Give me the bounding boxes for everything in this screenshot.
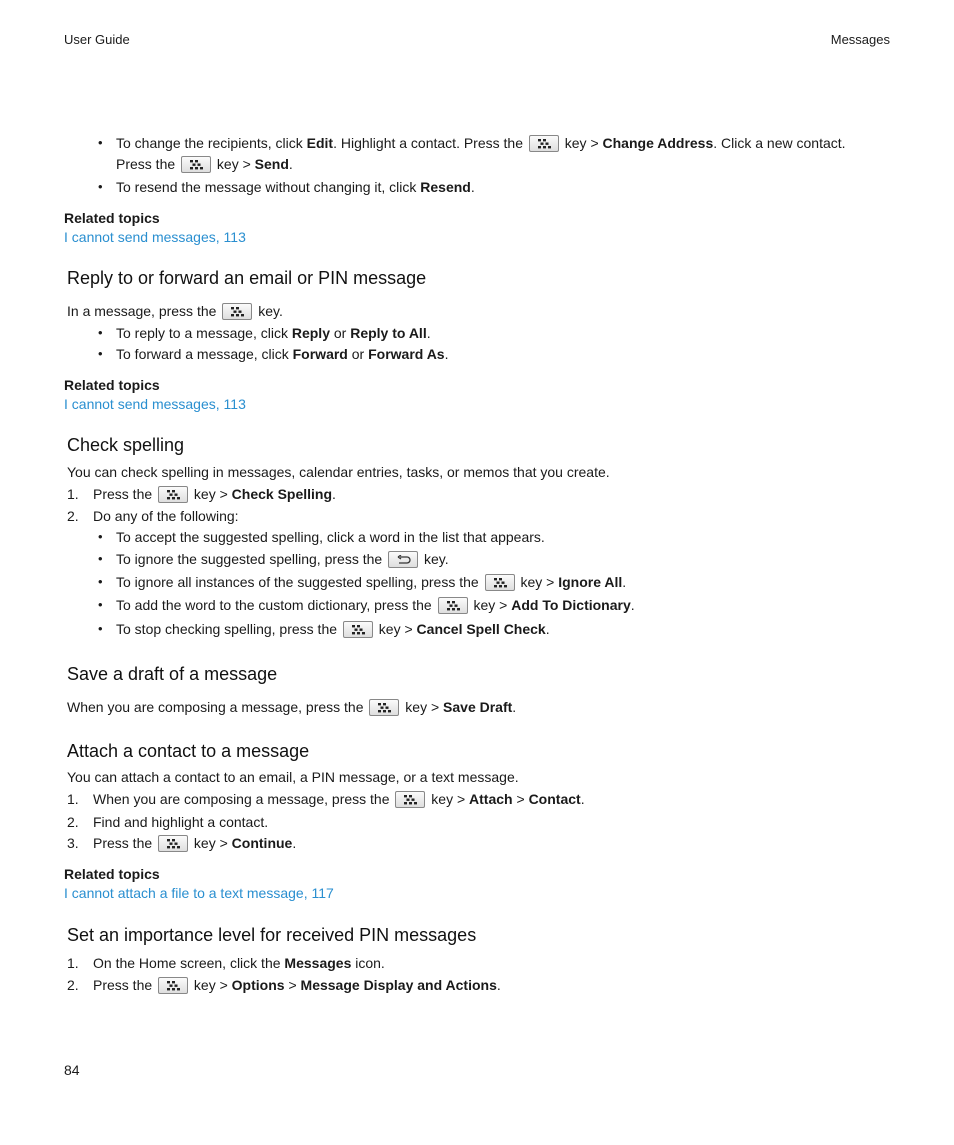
bullet-dot: • bbox=[98, 551, 103, 566]
menu-key-icon bbox=[485, 574, 515, 591]
header-guide-title: User Guide bbox=[64, 32, 130, 47]
menu-key-icon bbox=[438, 597, 468, 614]
bullet-forward: • To forward a message, click Forward or Forward As. bbox=[98, 346, 449, 362]
section-title-importance: Set an importance level for received PIN messages bbox=[67, 925, 477, 945]
spell-intro: You can check spelling in messages, calendar entries, tasks, or memos that you create. bbox=[67, 464, 610, 480]
importance-step-1: 1. On the Home screen, click the Messages icon. bbox=[67, 955, 385, 971]
escape-key-icon bbox=[388, 551, 418, 568]
menu-key-icon bbox=[158, 486, 188, 503]
bullet-dot: • bbox=[98, 346, 103, 361]
bullet-dot: • bbox=[98, 574, 103, 589]
menu-key-icon bbox=[158, 977, 188, 994]
related-link-send-messages[interactable]: I cannot send messages, 113 bbox=[64, 229, 246, 245]
bullet-change-recipients: • To change the recipients, click Edit. Highlight a contact. Press the key > Change Address. Click a new contact. bbox=[98, 135, 846, 151]
section-title-save-draft: Save a draft of a message bbox=[67, 664, 278, 684]
bullet-dot: • bbox=[98, 529, 103, 544]
bullet-accept-spelling: • To accept the suggested spelling, click a word in the list that appears. bbox=[98, 529, 545, 545]
bullet-dot: • bbox=[98, 325, 103, 340]
attach-step-3: 3. Press the key > Continue. bbox=[67, 835, 297, 851]
bullet-ignore-spelling: • To ignore the suggested spelling, press the key. bbox=[98, 551, 449, 567]
attach-step-1: 1. When you are composing a message, press the key > Attach > Contact. bbox=[67, 791, 585, 807]
menu-key-icon bbox=[529, 135, 559, 152]
menu-key-icon bbox=[343, 621, 373, 638]
attach-intro: You can attach a contact to an email, a PIN message, or a text message. bbox=[67, 769, 519, 785]
section-title-attach-contact: Attach a contact to a message bbox=[67, 741, 310, 761]
bullet-ignore-all: • To ignore all instances of the suggested spelling, press the key > Ignore All. bbox=[98, 574, 627, 590]
related-link-attach-file[interactable]: I cannot attach a file to a text message, 117 bbox=[64, 885, 334, 901]
page-number: 84 bbox=[64, 1062, 80, 1078]
spell-step-2: 2. Do any of the following: bbox=[67, 508, 239, 524]
related-topics-heading: Related topics bbox=[64, 210, 160, 226]
menu-key-icon bbox=[222, 303, 252, 320]
bullet-add-dictionary: • To add the word to the custom dictionary, press the key > Add To Dictionary. bbox=[98, 597, 635, 613]
related-topics-heading: Related topics bbox=[64, 377, 160, 393]
bullet-dot: • bbox=[98, 597, 103, 612]
bullet-resend: • To resend the message without changing it, click Resend. bbox=[98, 179, 475, 195]
section-title-check-spelling: Check spelling bbox=[67, 435, 185, 455]
bullet-dot: • bbox=[98, 135, 103, 150]
menu-key-icon bbox=[369, 699, 399, 716]
attach-step-2: 2. Find and highlight a contact. bbox=[67, 814, 269, 830]
related-link-send-messages[interactable]: I cannot send messages, 113 bbox=[64, 396, 246, 412]
spell-step-1: 1. Press the key > Check Spelling. bbox=[67, 486, 336, 502]
bullet-dot: • bbox=[98, 179, 103, 194]
section-title-reply: Reply to or forward an email or PIN message bbox=[67, 268, 427, 288]
menu-key-icon bbox=[158, 835, 188, 852]
bullet-reply: • To reply to a message, click Reply or Reply to All. bbox=[98, 325, 431, 341]
save-draft-line: When you are composing a message, press the key > Save Draft. bbox=[67, 699, 517, 715]
bullet-change-recipients-cont: Press the key > Send. bbox=[116, 156, 293, 172]
related-topics-heading: Related topics bbox=[64, 866, 160, 882]
header-section-title: Messages bbox=[830, 32, 890, 47]
bullet-cancel-spell-check: • To stop checking spelling, press the key > Cancel Spell Check. bbox=[98, 621, 550, 637]
reply-intro: In a message, press the key. bbox=[67, 303, 283, 319]
menu-key-icon bbox=[395, 791, 425, 808]
importance-step-2: 2. Press the key > Options > Message Display and Actions. bbox=[67, 977, 501, 993]
bullet-dot: • bbox=[98, 621, 103, 636]
menu-key-icon bbox=[181, 156, 211, 173]
